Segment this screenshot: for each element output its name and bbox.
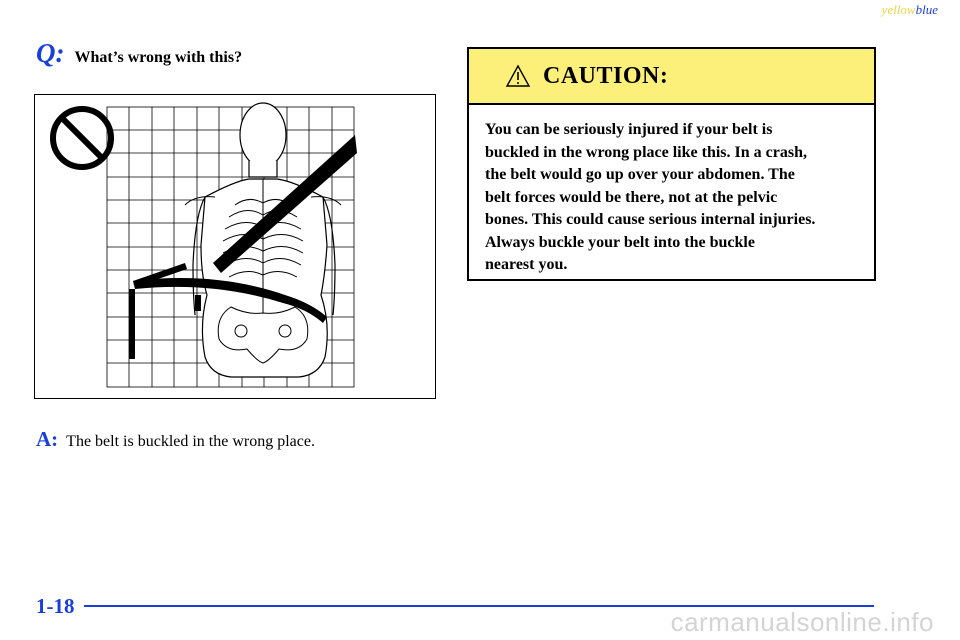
question-letter: Q: (36, 38, 65, 68)
header-mark-blue: blue (915, 2, 938, 17)
caution-box (467, 47, 876, 281)
caution-header (469, 49, 874, 105)
answer-line (36, 427, 315, 452)
header-mark-yellow: yellow (881, 2, 916, 17)
buckle-tongue (195, 295, 201, 311)
answer-letter: A: (36, 427, 59, 451)
warning-triangle-icon (505, 64, 531, 88)
buckle-strap-left (129, 289, 135, 359)
question-line (36, 38, 242, 69)
caution-line: belt forces would be there, not at the pelvic (485, 188, 778, 206)
question-text: What’s wrong with this? (74, 49, 243, 66)
caution-line: Always buckle your belt into the buckle (485, 233, 755, 251)
caution-title: CAUTION: (543, 62, 669, 89)
caution-text (469, 105, 874, 277)
header-color-marks (882, 2, 938, 18)
seatbelt-illustration-drawing (35, 95, 436, 399)
seatbelt-illustration (34, 94, 436, 399)
prohibition-icon (53, 109, 111, 167)
watermark: carmanualsonline.info (670, 607, 934, 637)
caution-line: nearest you. (485, 256, 568, 273)
caution-line: the belt would go up over your abdomen. The (485, 166, 795, 183)
caution-line: buckled in the wrong place like this. In a crash, (485, 143, 807, 161)
caution-line: bones. This could cause serious internal injuries. (485, 211, 816, 228)
page-number: 1-18 (36, 594, 75, 618)
answer-text: The belt is buckled in the wrong place. (66, 433, 315, 450)
caution-line: You can be seriously injured if your belt is (485, 121, 773, 138)
